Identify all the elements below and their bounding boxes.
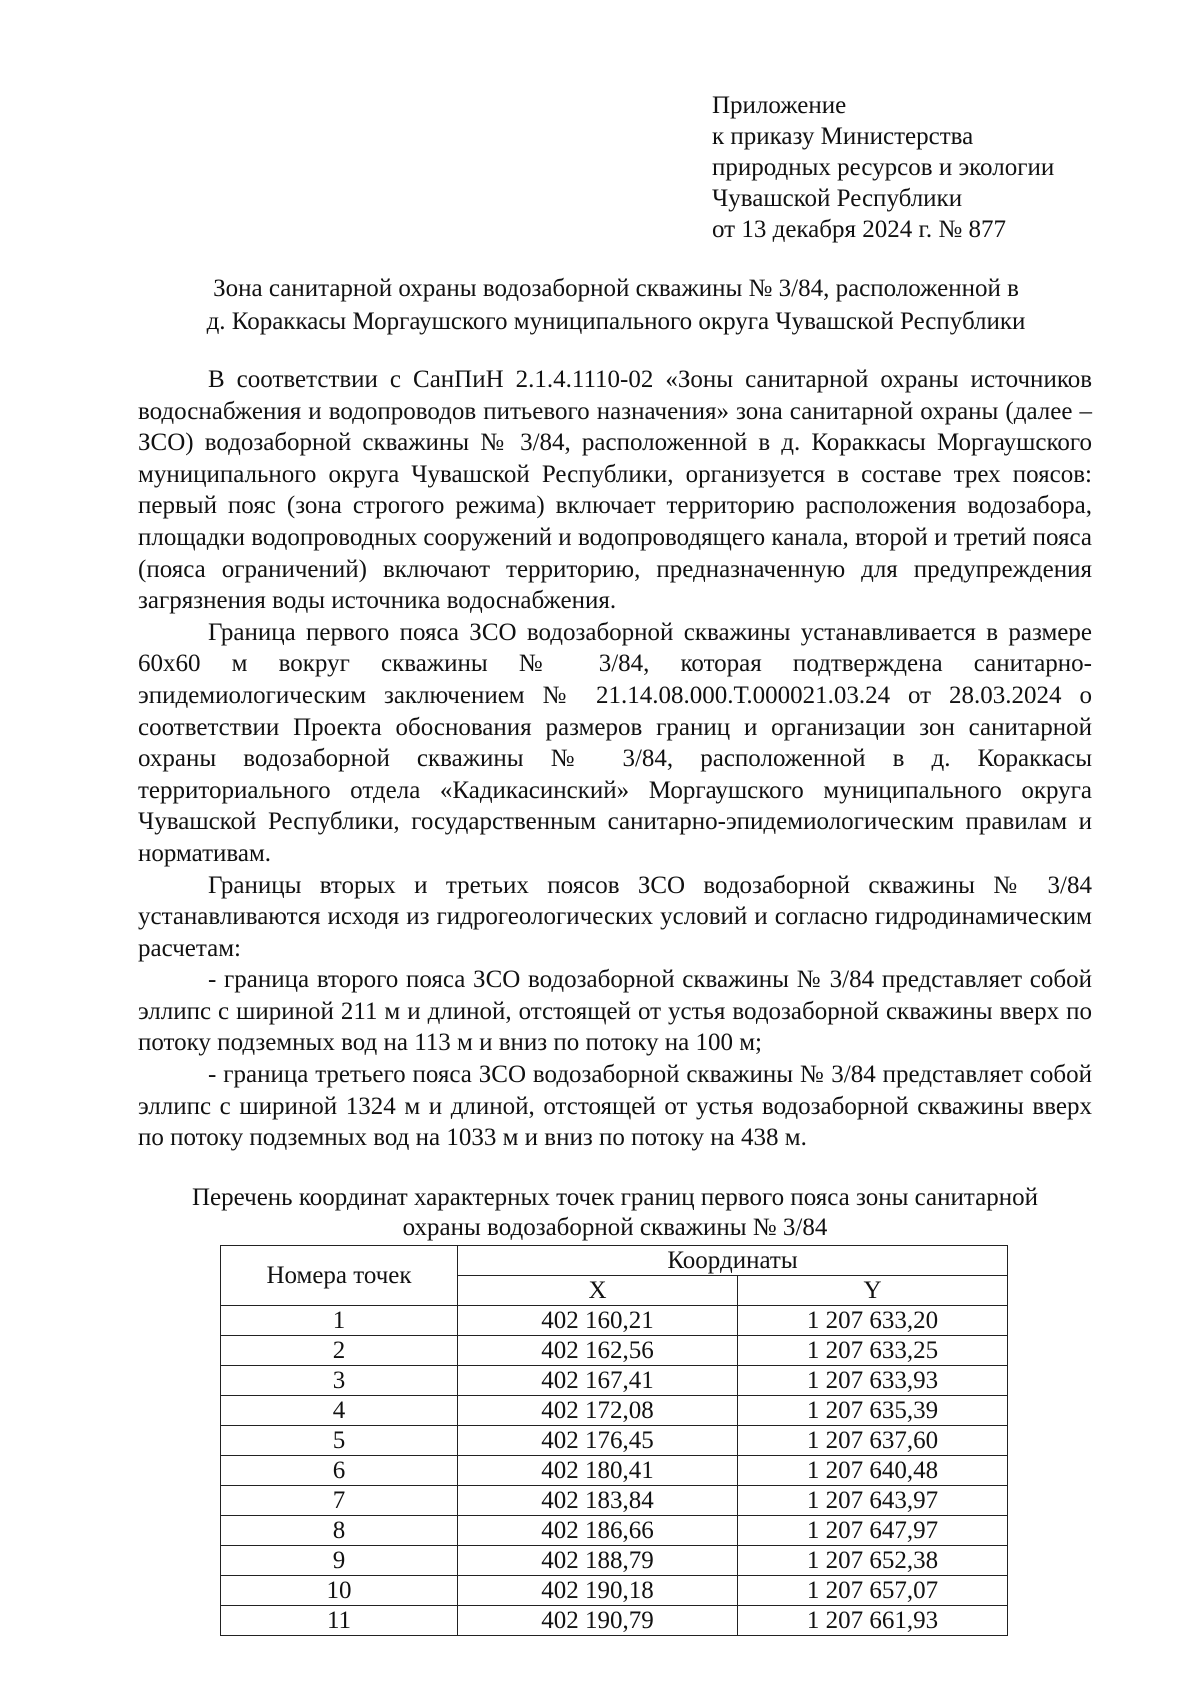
- paragraph: В соответствии с СанПиН 2.1.4.1110-02 «Зоны санитарной охраны источников водоснабжения и водопроводов питьевого назначения» зона санитарной охраны (далее – ЗСО) водозаборной скважины № 3/84, расположенной в д. Кораккасы Моргаушского муниципального округа Чувашской Республики, организуется в составе трех поясов: первый пояс (зона строгого режима) включает территорию расположения водозабора, площадки водопроводных сооружений и водопроводящего канала, второй и третий пояса (пояса ограничений) включают территорию, предназначенную для предупреждения загрязнения воды источника водоснабжения.: [138, 366, 1092, 615]
- paragraph: Границы вторых и третьих поясов ЗСО водозаборной скважины № 3/84 устанавливаются исходя из гидрогеологических условий и согласно гидродинамическим расчетам:: [138, 871, 1092, 962]
- y-coordinate-cell: 1 207 633,93: [738, 1366, 1008, 1396]
- y-coordinate-cell: 1 207 661,93: [738, 1606, 1008, 1636]
- table-row: [221, 1366, 1008, 1396]
- point-number-cell: 5: [221, 1426, 458, 1456]
- y-coordinate-cell: 1 207 640,48: [738, 1456, 1008, 1486]
- header-coordinates: Координаты: [458, 1246, 1008, 1276]
- point-number-cell: 8: [221, 1516, 458, 1546]
- table-row: [221, 1426, 1008, 1456]
- table-row: [221, 1456, 1008, 1486]
- caption-line: Перечень координат характерных точек границ первого пояса зоны санитарной: [192, 1184, 1038, 1211]
- x-coordinate-cell: 402 176,45: [458, 1426, 738, 1456]
- point-number-cell: 6: [221, 1456, 458, 1486]
- x-coordinate-cell: 402 172,08: [458, 1396, 738, 1426]
- table-row: [221, 1336, 1008, 1366]
- title-line: д. Кораккасы Моргаушского муниципального округа Чувашской Республики: [206, 308, 1026, 335]
- x-coordinate-cell: 402 186,66: [458, 1516, 738, 1546]
- x-coordinate-cell: 402 183,84: [458, 1486, 738, 1516]
- table-row: [221, 1516, 1008, 1546]
- coordinates-table: [220, 1245, 1008, 1636]
- document-body: [138, 364, 1092, 1154]
- x-coordinate-cell: 402 180,41: [458, 1456, 738, 1486]
- table-header-row: [221, 1246, 1008, 1276]
- point-number-cell: 2: [221, 1336, 458, 1366]
- table-row: [221, 1396, 1008, 1426]
- y-coordinate-cell: 1 207 633,25: [738, 1336, 1008, 1366]
- header-y: Y: [738, 1276, 1008, 1306]
- y-coordinate-cell: 1 207 633,20: [738, 1306, 1008, 1336]
- title-line: Зона санитарной охраны водозаборной скважины № 3/84, расположенной в: [213, 275, 1019, 302]
- appendix-line: от 13 декабря 2024 г. № 877: [712, 216, 1007, 243]
- x-coordinate-cell: 402 160,21: [458, 1306, 738, 1336]
- table-row: [221, 1546, 1008, 1576]
- document-title: [140, 272, 1092, 338]
- y-coordinate-cell: 1 207 643,97: [738, 1486, 1008, 1516]
- table-caption: [138, 1183, 1092, 1243]
- y-coordinate-cell: 1 207 652,38: [738, 1546, 1008, 1576]
- y-coordinate-cell: 1 207 647,97: [738, 1516, 1008, 1546]
- x-coordinate-cell: 402 162,56: [458, 1336, 738, 1366]
- x-coordinate-cell: 402 188,79: [458, 1546, 738, 1576]
- point-number-cell: 7: [221, 1486, 458, 1516]
- appendix-line: Приложение: [712, 92, 847, 119]
- paragraph: Граница первого пояса ЗСО водозаборной скважины устанавливается в размере 60х60 м вокруг скважины № 3/84, которая подтверждена санитарно-эпидемиологическим заключением № 21.14.08.000.Т.000021.03.24 от 28.03.2024 о соответствии Проекта обоснования размеров границ и организации зон санитарной охраны водозаборной скважины № 3/84, расположенной в д. Кораккасы территориального отдела «Кадикасинский» Моргаушского муниципального округа Чувашской Республики, государственным санитарно-эпидемиологическим правилам и нормативам.: [138, 618, 1092, 867]
- point-number-cell: 11: [221, 1606, 458, 1636]
- y-coordinate-cell: 1 207 657,07: [738, 1576, 1008, 1606]
- appendix-line: к приказу Министерства: [712, 123, 974, 150]
- table-row: [221, 1606, 1008, 1636]
- paragraph: - граница второго пояса ЗСО водозаборной скважины № 3/84 представляет собой эллипс с шириной 211 м и длиной, отстоящей от устья водозаборной скважины вверх по потоку подземных вод на 113 м и вниз по потоку на 100 м;: [138, 966, 1092, 1057]
- point-number-cell: 10: [221, 1576, 458, 1606]
- paragraph: - граница третьего пояса ЗСО водозаборной скважины № 3/84 представляет собой эллипс с шириной 1324 м и длиной, отстоящей от устья водозаборной скважины вверх по потоку подземных вод на 1033 м и вниз по потоку на 438 м.: [138, 1061, 1092, 1152]
- appendix-line: природных ресурсов и экологии: [712, 154, 1055, 181]
- header-x: X: [458, 1276, 738, 1306]
- point-number-cell: 3: [221, 1366, 458, 1396]
- x-coordinate-cell: 402 190,79: [458, 1606, 738, 1636]
- table-row: [221, 1306, 1008, 1336]
- x-coordinate-cell: 402 190,18: [458, 1576, 738, 1606]
- caption-line: охраны водозаборной скважины № 3/84: [402, 1214, 828, 1241]
- header-points: Номера точек: [221, 1246, 458, 1306]
- table-row: [221, 1486, 1008, 1516]
- y-coordinate-cell: 1 207 635,39: [738, 1396, 1008, 1426]
- appendix-block: [712, 90, 1054, 245]
- y-coordinate-cell: 1 207 637,60: [738, 1426, 1008, 1456]
- appendix-line: Чувашской Республики: [712, 185, 963, 212]
- table-row: [221, 1576, 1008, 1606]
- point-number-cell: 4: [221, 1396, 458, 1426]
- x-coordinate-cell: 402 167,41: [458, 1366, 738, 1396]
- point-number-cell: 9: [221, 1546, 458, 1576]
- table-body: [221, 1306, 1008, 1636]
- point-number-cell: 1: [221, 1306, 458, 1336]
